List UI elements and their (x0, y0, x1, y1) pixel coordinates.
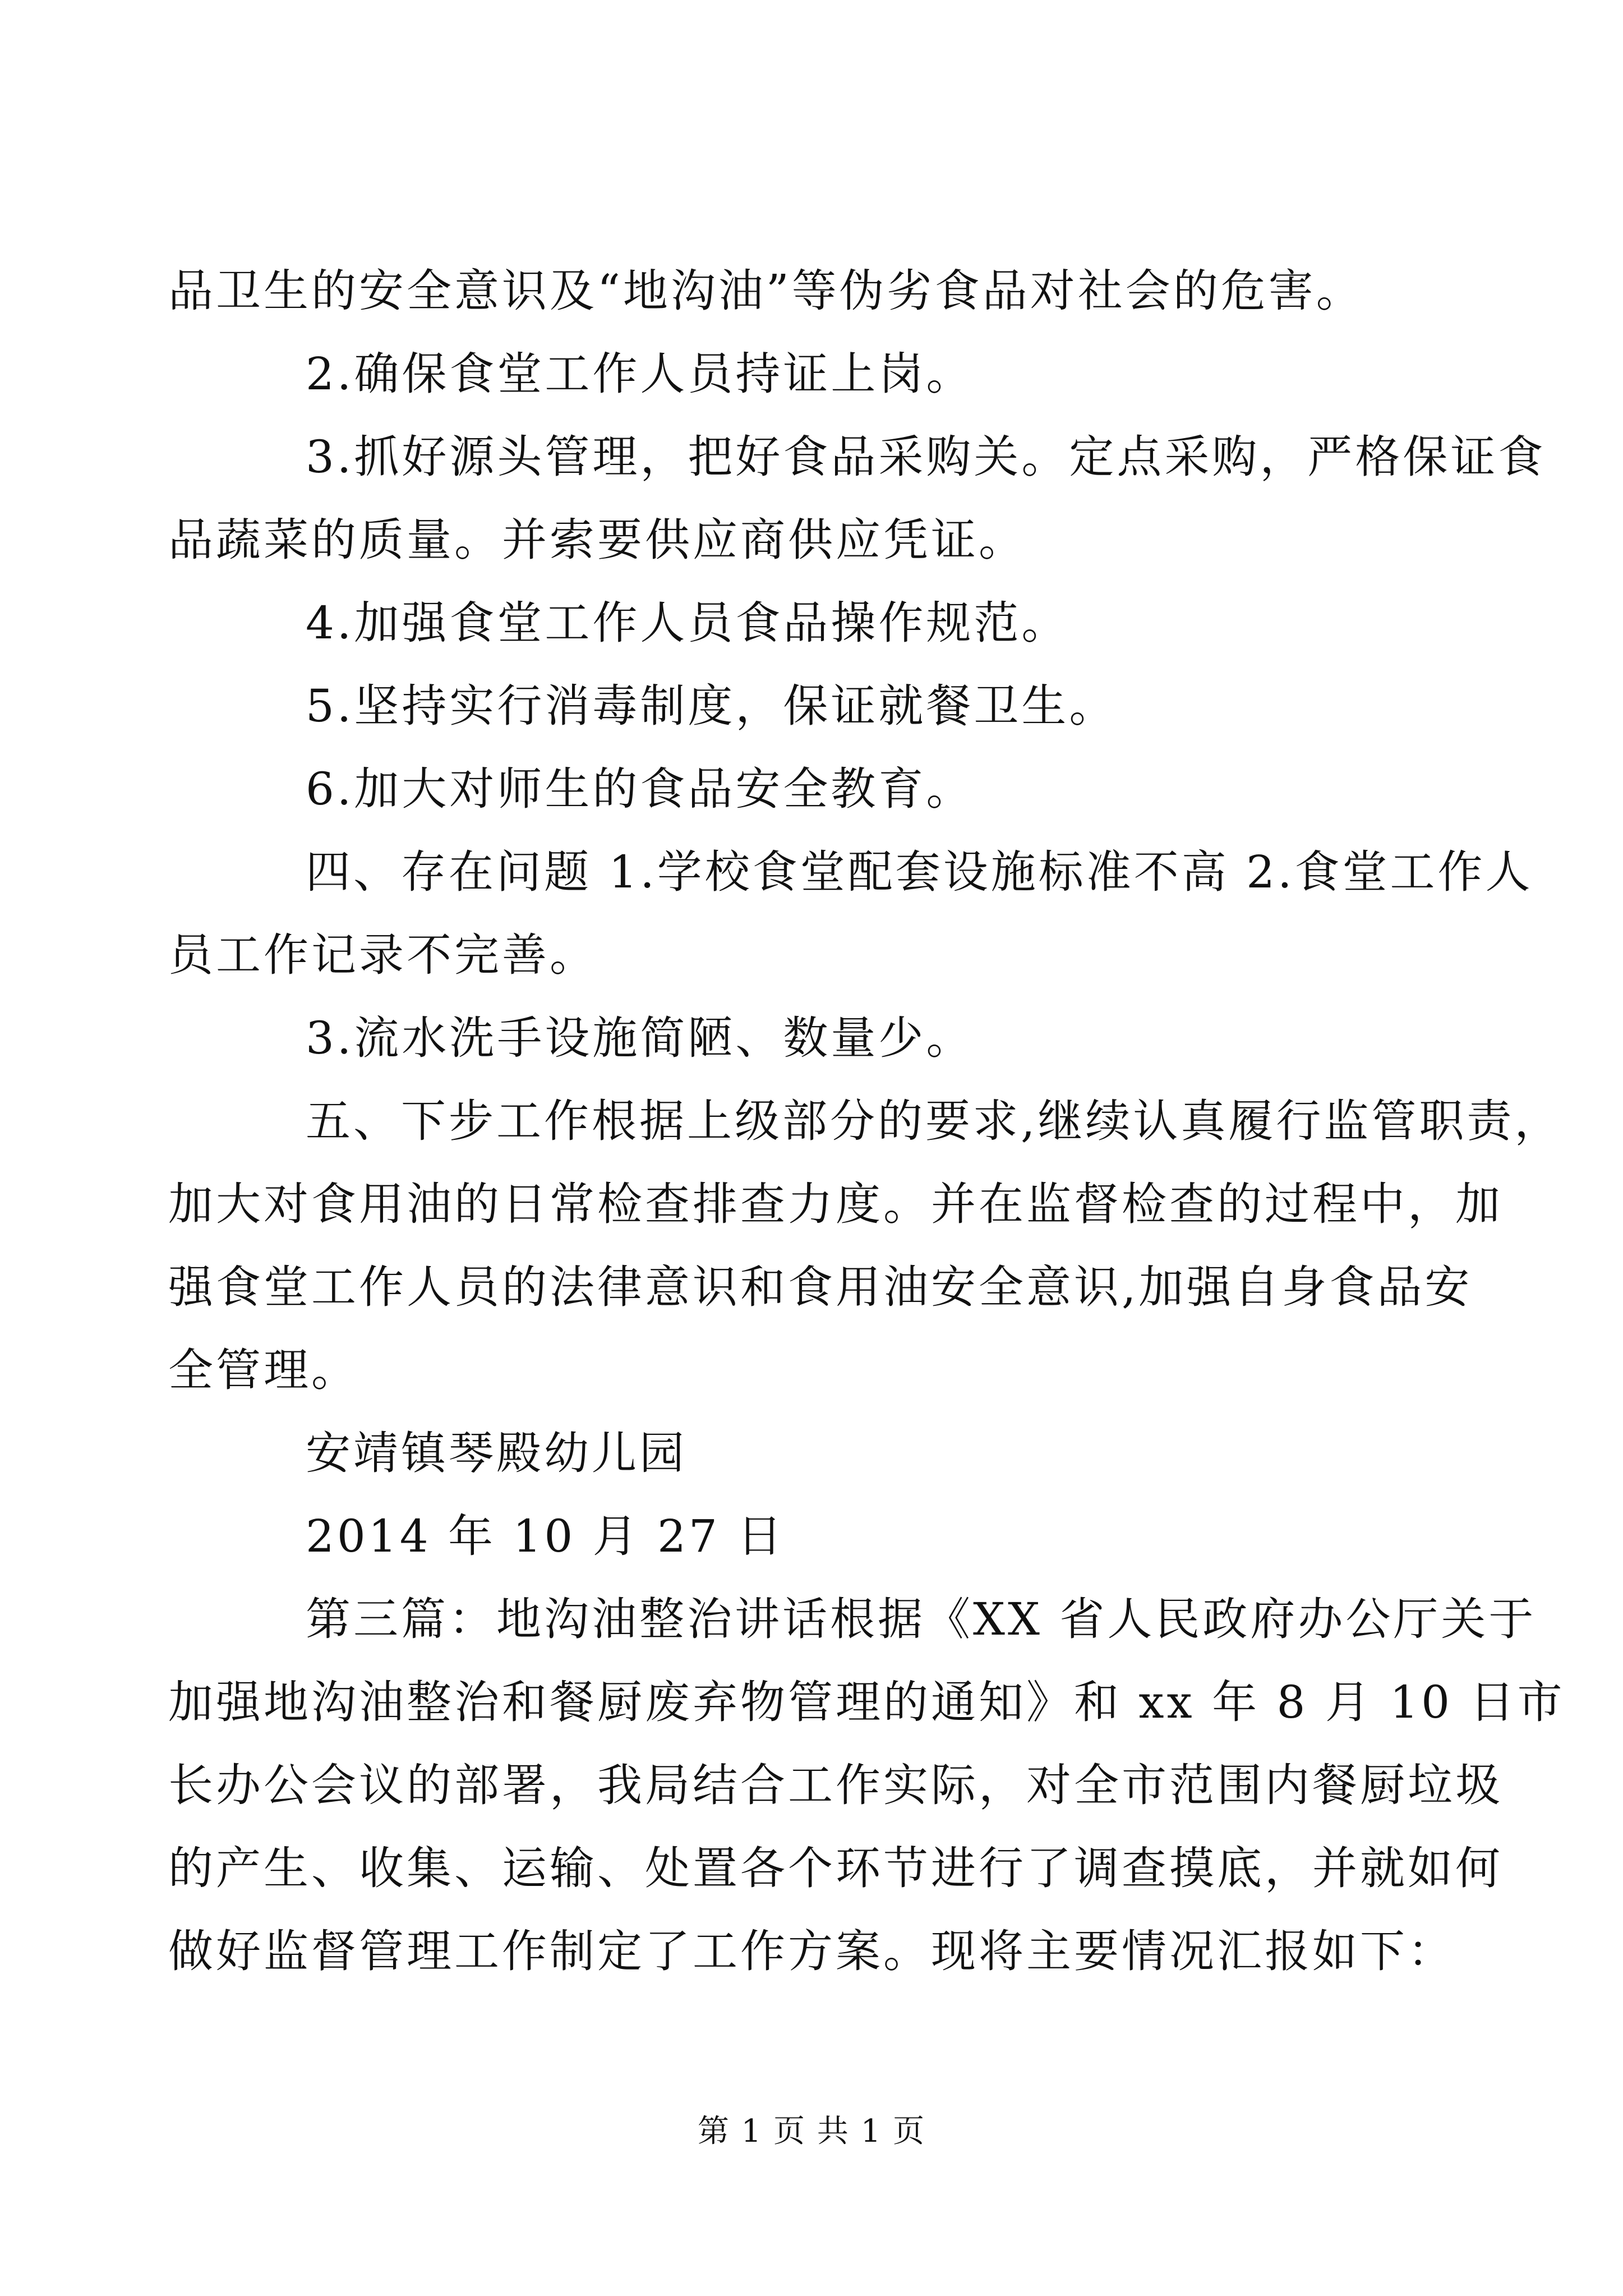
text-line: 强食堂工作人员的法律意识和食用油安全意识,加强自身食品安 (168, 1261, 1473, 1313)
text-line: 加强地沟油整治和餐厨废弃物管理的通知》和 xx 年 8 月 10 日市 (168, 1676, 1565, 1728)
signature-date: 2014 年 10 月 27 日 (306, 1510, 785, 1562)
text-line: 做好监督管理工作制定了工作方案。现将主要情况汇报如下： (168, 1925, 1455, 1977)
text-line: 6.加大对师生的食品安全教育。 (306, 763, 974, 815)
text-line: 3.流水洗手设施简陋、数量少。 (306, 1012, 974, 1064)
text-line: 3.抓好源头管理，把好食品采购关。定点采购，严格保证食 (306, 431, 1546, 483)
text-line: 第三篇：地沟油整治讲话根据《XX 省人民政府办公厅关于 (306, 1593, 1537, 1645)
text-line: 全管理。 (168, 1344, 359, 1396)
text-line: 四、存在问题 1.学校食堂配套设施标准不高 2.食堂工作人 (306, 846, 1533, 898)
document-body (168, 250, 1565, 1993)
page-footer: 第 1 页 共 1 页 (697, 2113, 926, 2150)
text-line: 员工作记录不完善。 (168, 929, 597, 981)
text-line: 品卫生的安全意识及“地沟油”等伪劣食品对社会的危害。 (168, 265, 1364, 317)
text-line: 2.确保食堂工作人员持证上岗。 (306, 348, 974, 400)
text-line: 加大对食用油的日常检查排查力度。并在监督检查的过程中，加 (168, 1178, 1503, 1230)
text-line: 品蔬菜的质量。并索要供应商供应凭证。 (168, 514, 1026, 566)
text-line: 5.坚持实行消毒制度，保证就餐卫生。 (306, 680, 1117, 732)
signature-organization: 安靖镇琴殿幼儿园 (306, 1427, 687, 1479)
text-line: 的产生、收集、运输、处置各个环节进行了调查摸底，并就如何 (168, 1842, 1503, 1894)
text-line: 五、下步工作根据上级部分的要求,继续认真履行监管职责， (306, 1095, 1562, 1147)
text-line: 长办公会议的部署，我局结合工作实际，对全市范围内餐厨垃圾 (168, 1759, 1503, 1811)
text-line: 4.加强食堂工作人员食品操作规范。 (306, 597, 1069, 649)
